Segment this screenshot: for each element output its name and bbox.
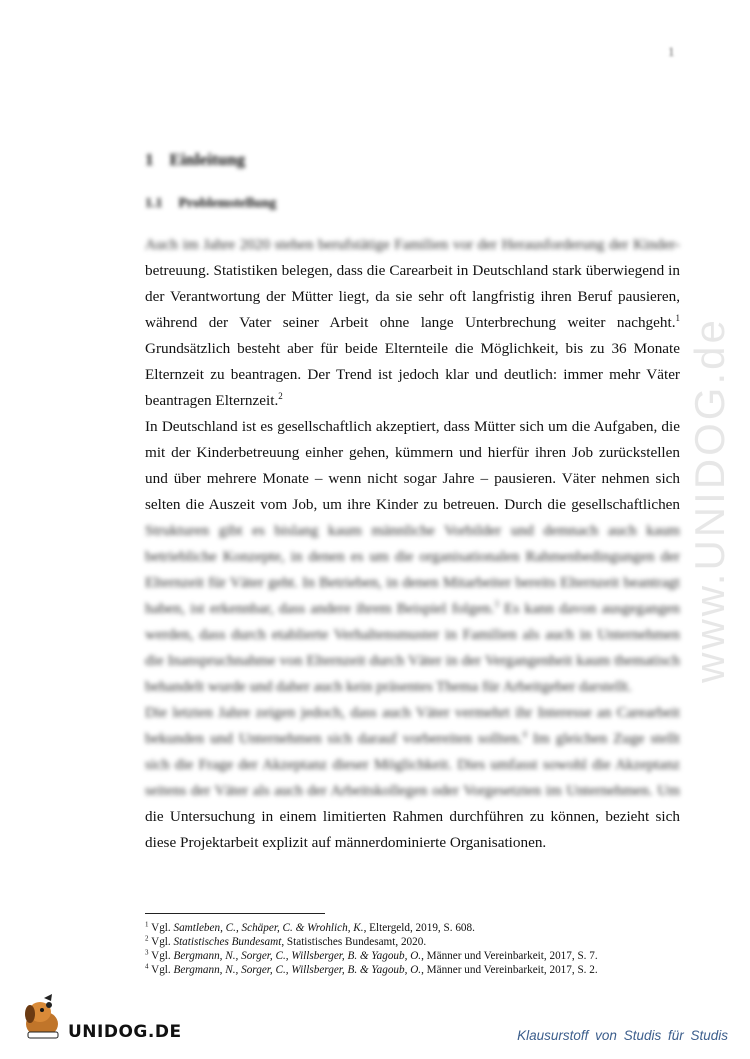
footnote-authors: Samtleben, C., Schäper, C. & Wrohlich, K. <box>173 922 364 934</box>
paragraph-1 <box>145 232 680 414</box>
blurred-text: Auch im Jahre 2020 stehen berufstätige Familien vor der Herausforderung der Kinder- <box>145 236 680 253</box>
footnote-prefix: Vgl. <box>151 950 174 962</box>
footnote-prefix: Vgl. <box>151 936 174 948</box>
footnote-authors: Statistisches Bundesamt <box>173 936 282 948</box>
blurred-text: Es kann davon ausgegangen werden, dass durch etablierte Verhaltensmuster in Familien als auch in Unternehmen die Inanspruchnahme von Elternzeit durch Väter in der Vergangenheit kaum thematisch behandelt wurde und daher auch kein präsentes Thema für Arbeitgeber darstellt. <box>145 600 680 695</box>
tagline: Klausurstoff von Studis für Studis <box>517 1028 728 1043</box>
body-text <box>145 232 680 856</box>
unidog-logo[interactable] <box>18 990 182 1050</box>
blurred-text: Strukturen gibt es bislang kaum männliche Vorbilder und demnach auch kaum betriebliche Konzepte, in denen es um die organisationalen Rahmenbedingungen der Elternzeit für Väter geht. In Betrieben, in denen Mitarbeiter bereits Elternzeit beantragt haben, ist erkennbar, dass andere ihrem Beispiel folgen. <box>145 522 680 617</box>
chapter-title: Einleitung <box>169 150 246 169</box>
footnote <box>145 935 705 949</box>
footnote-ref-2: 2 <box>278 390 283 401</box>
watermark <box>680 280 740 720</box>
page-number: 1 <box>668 44 675 59</box>
footnote-number: 1 <box>145 920 149 929</box>
footnote-prefix: Vgl. <box>151 964 174 976</box>
footnote-source: , Männer und Vereinbarkeit, 2017, S. 2. <box>421 964 598 976</box>
footnote-source: , Männer und Vereinbarkeit, 2017, S. 7. <box>421 950 598 962</box>
footnote-authors: Bergmann, N., Sorger, C., Willsberger, B. & Yagoub, O. <box>173 964 422 976</box>
footnote-divider <box>145 913 325 914</box>
logo-text: UNIDOG.DE <box>68 1022 182 1042</box>
paragraph-text: Grundsätzlich besteht aber für beide Elternteile die Möglichkeit, bis zu 36 Monate Elternzeit zu beantragen. Der Trend ist jedoch klar und deutlich: immer mehr Väter beantragen Elternzeit. <box>145 340 680 409</box>
paragraph-text: die Untersuchung in einem limitierten Rahmen durchführen zu können, bezieht sich diese Projektarbeit explizit auf männerdominierte Organisationen. <box>145 808 680 851</box>
paragraph-2 <box>145 414 680 700</box>
footnote <box>145 949 705 963</box>
chapter-heading <box>145 150 245 170</box>
paragraph-3 <box>145 700 680 856</box>
footnotes <box>145 921 705 977</box>
footnote-ref-3: 3 <box>494 598 499 609</box>
blurred-text: Im gleichen Zuge stellt sich die Frage der Akzeptanz dieser Möglichkeit. Dies umfasst sowohl die Akzeptanz seitens der Väter als auch der Arbeitskollegen oder Vorgesetzten im Unternehmen. Um <box>145 730 680 799</box>
section-title: Problemstellung <box>178 196 277 211</box>
footnote-number: 2 <box>145 934 149 943</box>
footnote-number: 3 <box>145 948 149 957</box>
paragraph-text: betreuung. Statistiken belegen, dass die Carearbeit in Deutschland stark überwiegend in der Verantwortung der Mütter liegt, da sie sehr oft langfristig ihren Beruf pausieren, während der Vater seiner Arbeit ohne lange Unterbrechung weiter nachgeht. <box>145 262 680 331</box>
dog-mascot-icon <box>18 990 74 1050</box>
footnote <box>145 921 705 935</box>
footnote-prefix: Vgl. <box>151 922 174 934</box>
blurred-text: Die letzten Jahre zeigen jedoch, dass auch Väter vermehrt ihr Interesse an Carearbeit bekunden und Unternehmen sich darauf vorbereiten sollten. <box>145 704 680 747</box>
footnote-ref-4: 4 <box>522 728 527 739</box>
section-heading <box>145 196 276 212</box>
footnote-source: , Statistisches Bundesamt, 2020. <box>281 936 427 948</box>
footnote-ref-1: 1 <box>675 312 680 323</box>
footnote <box>145 963 705 977</box>
footnote-number: 4 <box>145 962 149 971</box>
paragraph-text: In Deutschland ist es gesellschaftlich akzeptiert, dass Mütter sich um die Aufgaben, die mit der Kinderbetreuung einher gehen, kümmern und hierfür ihren Job zurückstellen und über mehrere Monate – wenn nicht sogar Jahre – pausieren. Väter nehmen sich selten die Auszeit vom Job, um ihre Kinder zu betreuen. Durch die gesellschaftlichen <box>145 418 680 513</box>
chapter-number: 1 <box>145 150 154 169</box>
footnote-source: , Eltergeld, 2019, S. 608. <box>363 922 475 934</box>
watermark-text: www.UNIDOG.de <box>686 317 733 683</box>
section-number: 1.1 <box>145 196 163 211</box>
footnote-authors: Bergmann, N., Sorger, C., Willsberger, B. & Yagoub, O. <box>173 950 422 962</box>
